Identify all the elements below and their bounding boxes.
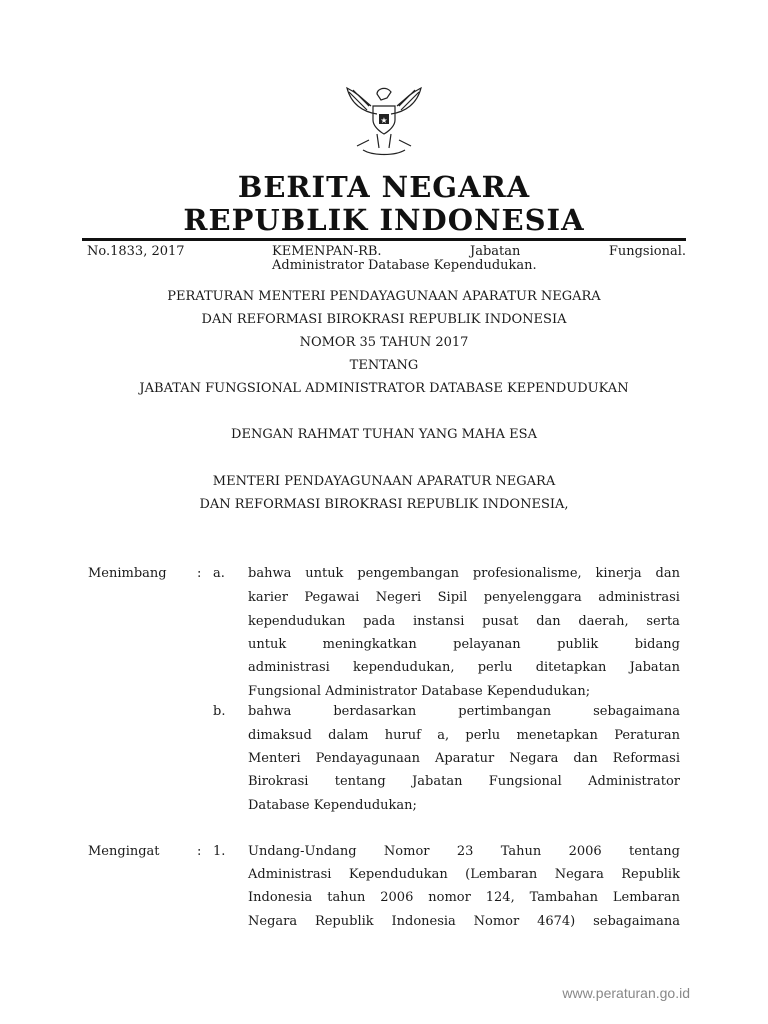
word: huruf — [384, 728, 421, 743]
item-marker: a. — [213, 566, 225, 581]
gazette-title: BERITA NEGARA — [237, 170, 531, 204]
word: pengembangan — [357, 566, 459, 581]
word: Tahun — [500, 844, 542, 859]
text-line: Database Kependudukan; — [248, 798, 417, 813]
word: pada — [363, 614, 396, 629]
text-line — [248, 660, 680, 675]
word: 124, — [485, 890, 515, 905]
word: Negara — [509, 751, 559, 766]
word: untuk — [305, 566, 344, 581]
word: meningkatkan — [322, 637, 417, 652]
word: untuk — [248, 637, 287, 652]
regulation-subject: JABATAN FUNGSIONAL ADMINISTRATOR DATABASE KEPENDUDUKAN — [139, 381, 629, 396]
footer-url[interactable]: www.peraturan.go.id — [562, 985, 690, 1001]
word: bahwa — [248, 566, 292, 581]
word: profesionalisme, — [472, 566, 582, 581]
word: tahun — [327, 890, 366, 905]
text-line — [248, 566, 680, 581]
gazette-subtitle: REPUBLIK INDONESIA — [183, 203, 585, 237]
word: Jabatan — [412, 774, 463, 789]
word: dan — [655, 566, 680, 581]
word: Indonesia — [248, 890, 313, 905]
garuda-emblem-icon — [333, 84, 435, 164]
word: perlu — [465, 728, 501, 743]
word: 2006 — [380, 890, 414, 905]
word: kependudukan — [248, 614, 346, 629]
word: dalam — [328, 728, 369, 743]
word: pertimbangan — [458, 704, 552, 719]
item-marker: 1. — [213, 844, 226, 859]
word: ditetapkan — [535, 660, 607, 675]
text-line — [248, 890, 680, 905]
word: Nomor — [473, 914, 520, 929]
word: Pegawai — [304, 590, 360, 605]
word: sebagaimana — [593, 914, 680, 929]
word: 4674) — [537, 914, 576, 929]
word: instansi — [412, 614, 465, 629]
text-line — [248, 637, 680, 652]
regulation-tentang: TENTANG — [349, 358, 419, 373]
word: berdasarkan — [333, 704, 417, 719]
word: Reformasi — [612, 751, 680, 766]
text-line: Fungsional Administrator Database Kependudukan; — [248, 684, 591, 699]
word: kinerja — [595, 566, 642, 581]
word: Negara — [554, 867, 604, 882]
word: publik — [557, 637, 599, 652]
subject-word: Fungsional. — [608, 244, 686, 259]
word: administrasi — [248, 660, 330, 675]
word: daerah, — [578, 614, 629, 629]
svg-text:★: ★ — [380, 116, 388, 125]
word: Undang-Undang — [248, 844, 357, 859]
word: menetapkan — [516, 728, 598, 743]
text-line — [248, 844, 680, 859]
text-line — [248, 704, 680, 719]
word: Menteri — [248, 751, 301, 766]
regulation-heading: DAN REFORMASI BIROKRASI REPUBLIK INDONESIA — [201, 312, 567, 327]
invocation: DENGAN RAHMAT TUHAN YANG MAHA ESA — [231, 427, 537, 442]
text-line — [248, 914, 680, 929]
word: Pendayagunaan — [315, 751, 420, 766]
colon: : — [197, 844, 202, 859]
gazette-number: No.1833, 2017 — [87, 244, 185, 259]
word: dan — [573, 751, 598, 766]
word: Negeri — [375, 590, 422, 605]
word: Tambahan — [529, 890, 598, 905]
word: dimaksud — [248, 728, 312, 743]
word: Negara — [248, 914, 298, 929]
word: tentang — [334, 774, 386, 789]
word: Aparatur — [434, 751, 495, 766]
word: bahwa — [248, 704, 292, 719]
word: Kependudukan — [348, 867, 448, 882]
word: Lembaran — [612, 890, 680, 905]
word: Birokrasi — [248, 774, 309, 789]
word: pusat — [482, 614, 519, 629]
word: dan — [536, 614, 561, 629]
text-line — [248, 614, 680, 629]
subject-word: Jabatan — [470, 244, 521, 259]
word: serta — [646, 614, 680, 629]
word: Nomor — [383, 844, 430, 859]
text-line — [248, 590, 680, 605]
item-marker: b. — [213, 704, 226, 719]
word: 23 — [456, 844, 474, 859]
gazette-subject — [272, 244, 686, 259]
word: karier — [248, 590, 288, 605]
minister-title: DAN REFORMASI BIROKRASI REPUBLIK INDONESIA, — [199, 497, 569, 512]
word: sebagaimana — [593, 704, 680, 719]
text-line — [248, 774, 680, 789]
word: Jabatan — [629, 660, 680, 675]
menimbang-label: Menimbang — [88, 566, 167, 581]
word: Republik — [621, 867, 680, 882]
colon: : — [197, 566, 202, 581]
word: Sipil — [437, 590, 468, 605]
word: administrasi — [598, 590, 680, 605]
word: Republik — [314, 914, 374, 929]
header-rule — [82, 238, 686, 241]
text-line — [248, 728, 680, 743]
word: penyelenggara — [483, 590, 582, 605]
word: Administrator — [588, 774, 680, 789]
text-line — [248, 867, 680, 882]
subject-word: KEMENPAN-RB. — [272, 244, 382, 259]
word: tentang — [628, 844, 680, 859]
word: a, — [437, 728, 450, 743]
word: Peraturan — [614, 728, 680, 743]
text-line — [248, 751, 680, 766]
word: 2006 — [568, 844, 602, 859]
word: perlu — [477, 660, 513, 675]
word: Indonesia — [391, 914, 456, 929]
word: Fungsional — [488, 774, 562, 789]
minister-title: MENTERI PENDAYAGUNAAN APARATUR NEGARA — [212, 474, 556, 489]
regulation-heading: PERATURAN MENTERI PENDAYAGUNAAN APARATUR NEGARA — [167, 289, 601, 304]
word: kependudukan, — [353, 660, 455, 675]
gazette-subject-cont: Administrator Database Kependudukan. — [272, 258, 537, 273]
word: pelayanan — [453, 637, 521, 652]
word: nomor — [428, 890, 471, 905]
word: (Lembaran — [465, 867, 538, 882]
word: bidang — [634, 637, 680, 652]
word: Administrasi — [248, 867, 332, 882]
regulation-number: NOMOR 35 TAHUN 2017 — [299, 335, 469, 350]
mengingat-label: Mengingat — [88, 844, 160, 859]
